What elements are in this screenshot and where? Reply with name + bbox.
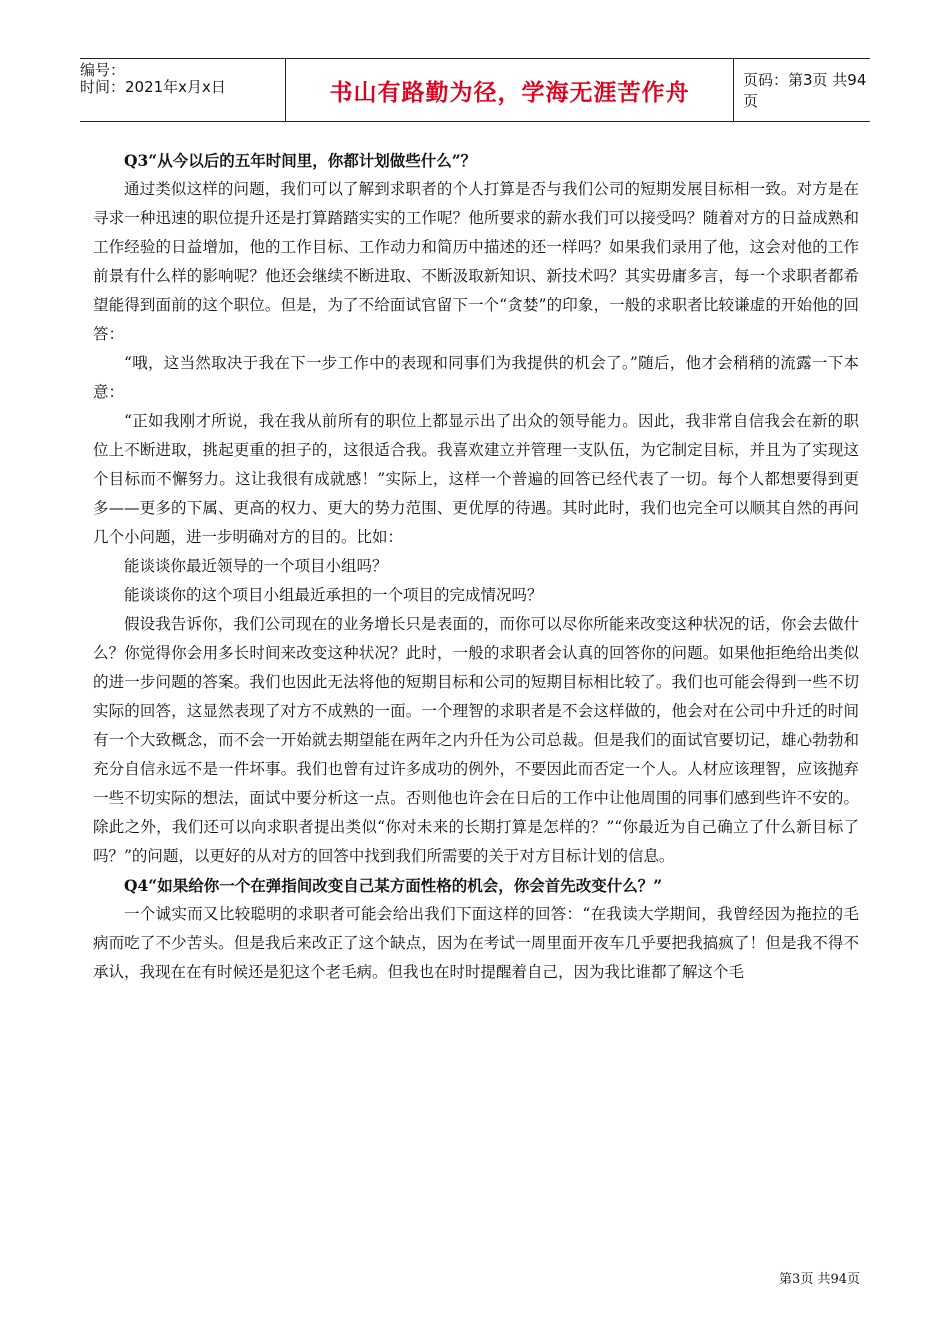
number-label: 编号： xyxy=(80,61,126,79)
motto: 书山有路勤为径，学海无涯苦作舟 xyxy=(329,79,690,106)
paragraph: 一个诚实而又比较聪明的求职者可能会给出我们下面这样的回答：“在我读大学期间，我曾经因为拖拉的毛病而吃了不少苦头。但是我后来改正了这个缺点，因为在考试一周里面开夜车几乎要把我搞疯了！但是我不得不承认，我现在在有时候还是犯这个老毛病。但我也在时时提醒着自己，因为我比谁都了解这个毛 xyxy=(93,905,859,981)
document-body xyxy=(93,146,859,987)
question-heading: Q3“从今以后的五年时间里，你都计划做些什么”？ xyxy=(124,151,477,170)
paragraph: 能谈谈你的这个项目小组最近承担的一个项目的完成情况吗？ xyxy=(124,586,543,604)
date-label: 时间：2021年x月x日 xyxy=(80,78,226,96)
paragraph: 能谈谈你最近领导的一个项目小组吗？ xyxy=(124,557,388,575)
header-motto-cell xyxy=(285,59,734,121)
question-heading: Q4“如果给你一个在弹指间改变自己某方面性格的机会，你会首先改变什么？” xyxy=(124,876,663,895)
paragraph: “正如我刚才所说，我在我从前所有的职位上都显示出了出众的领导能力。因此，我非常自信我会在新的职位上不断进取，挑起更重的担子的，这很适合我。我喜欢建立并管理一支队伍，为它制定目标，并且为了实现这个目标而不懈努力。这让我很有成就感！”实际上，这样一个普遍的回答已经代表了一切。每个人都想要得到更多——更多的下属、更高的权力、更大的势力范围、更优厚的待遇。其时此时，我们也完全可以顺其自然的再问几个小问题，进一步明确对方的目的。比如： xyxy=(93,412,859,546)
page-footer: 第3页 共94页 xyxy=(779,1272,860,1287)
paragraph: 假设我告诉你，我们公司现在的业务增长只是表面的，而你可以尽你所能来改变这种状况的话，你会去做什么？你觉得你会用多长时间来改变这种状况？此时，一般的求职者会认真的回答你的问题。如果他拒绝给出类似的进一步问题的答案。我们也因此无法将他的短期目标和公司的短期目标相比较了。我们也可能会得到一些不切实际的回答，这显然表现了对方不成熟的一面。一个理智的求职者是不会这样做的，他会对在公司中升迁的时间有一个大致概念，而不会一开始就去期望能在两年之内升任为公司总裁。但是我们的面试官要切记，雄心勃勃和充分自信永远不是一件坏事。我们也曾有过许多成功的例外，不要因此而否定一个人。人材应该理智，应该抛弃一些不切实际的想法，面试中要分析这一点。否则他也许会在日后的工作中让他周围的同事们感到些许不安的。除此之外，我们还可以向求职者提出类似“你对未来的长期打算是怎样的？”“你最近为自己确立了什么新目标了吗？”的问题，以更好的从对方的回答中找到我们所需要的关于对方目标计划的信息。 xyxy=(93,615,859,865)
header-page-info: 页码：第3页 共94页 xyxy=(743,71,867,110)
paragraph: 通过类似这样的问题，我们可以了解到求职者的个人打算是否与我们公司的短期发展目标相一致。对方是在寻求一种迅速的职位提升还是打算踏踏实实的工作呢？他所要求的薪水我们可以接受吗？随着对方的日益成熟和工作经验的日益增加，他的工作目标、工作动力和简历中描述的还一样吗？如果我们录用了他，这会对他的工作前景有什么样的影响呢？他还会继续不断进取、不断汲取新知识、新技术吗？其实毋庸多言，每一个求职者都希望能得到面前的这个职位。但是，为了不给面试官留下一个“贪婪”的印象，一般的求职者比较谦虚的开始他的回答： xyxy=(93,180,859,343)
paragraph: “哦，这当然取决于我在下一步工作中的表现和同事们为我提供的机会了。”随后，他才会稍稍的流露一下本意： xyxy=(93,354,859,401)
header-meta xyxy=(80,59,285,121)
page-header xyxy=(80,58,870,122)
